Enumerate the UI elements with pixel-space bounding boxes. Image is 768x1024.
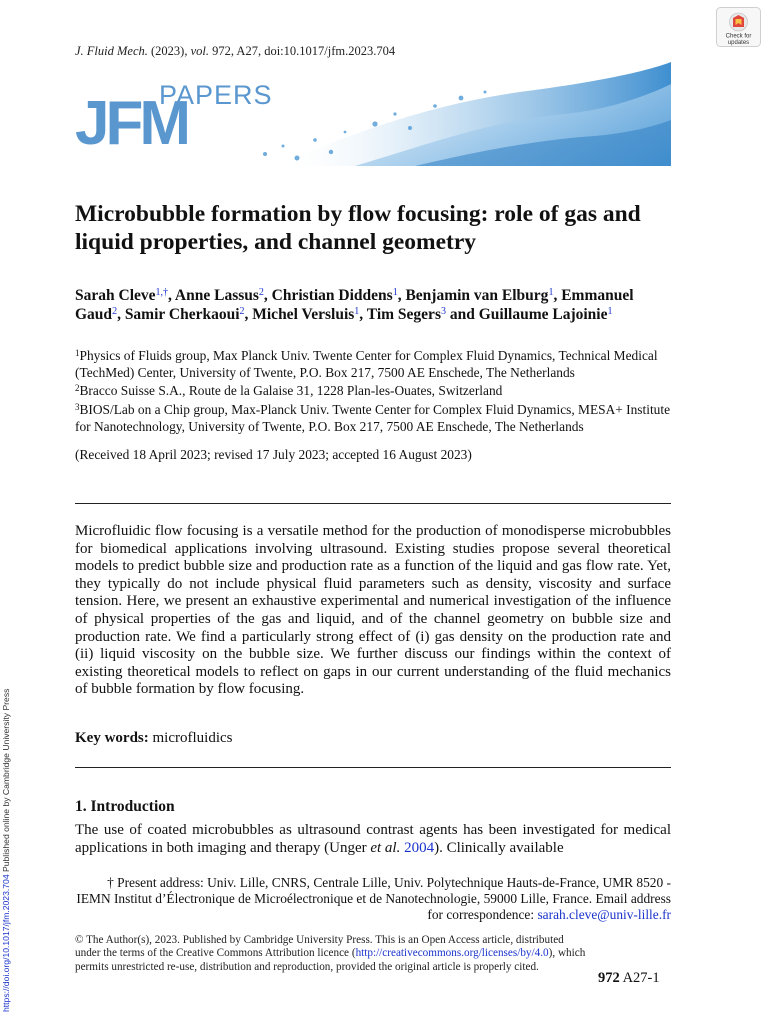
check-updates-line1: Check for xyxy=(725,33,752,40)
check-for-updates-button[interactable] xyxy=(716,7,761,47)
license-notice xyxy=(75,934,590,974)
margin-published-text: Published online by Cambridge University Press xyxy=(1,688,11,875)
author-name: Christian Diddens xyxy=(271,287,393,304)
citation-year: (2023), xyxy=(147,44,191,58)
doi-link[interactable]: https://doi.org/10.1017/jfm.2023.704 xyxy=(1,874,11,1012)
check-updates-icon xyxy=(716,7,761,47)
affiliation-1 xyxy=(75,348,675,381)
journal-banner xyxy=(75,62,671,166)
affiliation-text: BIOS/Lab on a Chip group, Max-Planck Univ. Twente Center for Complex Fluid Dynamics, MESA+ Institute for Nanotechnology, University of Twente, P.O. Box 217, 7500 AE Enschede, The Netherlands xyxy=(75,402,671,434)
author-affiliation-marker[interactable]: 1 xyxy=(354,306,360,317)
author-separator: , xyxy=(263,287,272,304)
article-title: Microbubble formation by flow focusing: role of gas and liquid properties, and channel geometry xyxy=(75,201,641,255)
divider xyxy=(75,503,671,504)
footnote-text: † Present address: Univ. Lille, CNRS, Centrale Lille, Univ. Polytechnique Hauts-de-France, UMR 8520 - IEMN Institut d’Électronique de Microélectronique et de Nanotechnologie, 59000 Lille, France. Email address for correspondence: xyxy=(76,875,671,922)
affiliation-text: Bracco Suisse S.A., Route de la Galaise 31, 1228 Plan-les-Ouates, Switzerland xyxy=(79,383,503,398)
author-affiliation-marker[interactable]: 1 xyxy=(548,287,554,298)
author-affiliation-marker[interactable]: 1 xyxy=(392,287,398,298)
jfm-logo-text: JFM xyxy=(75,89,187,158)
license-text: © The Author(s), 2023. Published by Cambridge University Press. This is an Open Access article, distributed under the terms of the Creative Commons Attribution licence ( xyxy=(75,934,564,960)
citation-link[interactable]: 2004 xyxy=(404,840,435,856)
author-name: Michel Versluis xyxy=(252,306,355,323)
citation-details: 972, A27, doi:10.1017/jfm.2023.704 xyxy=(209,44,396,58)
author-name: Tim Segers xyxy=(366,306,441,323)
author-list xyxy=(75,286,675,324)
affiliation-number: 3 xyxy=(75,402,80,412)
email-link[interactable]: sarah.cleve@univ-lille.fr xyxy=(537,907,671,922)
author-separator: , xyxy=(553,287,562,304)
author-affiliation-marker[interactable]: 2 xyxy=(239,306,245,317)
affiliation-text: Physics of Fluids group, Max Planck Univ. Twente Center for Complex Fluid Dynamics, Technical Medical (TechMed) Center, University of Twente, P.O. Box 217, 7500 AE Enschede, The Netherlands xyxy=(75,348,658,380)
intro-text-after: ). Clinically available xyxy=(434,840,564,856)
page-volume: 972 xyxy=(598,970,620,986)
author-affiliation-marker[interactable]: 3 xyxy=(440,306,446,317)
jfm-logo xyxy=(75,62,275,166)
author-name: Sarah Cleve xyxy=(75,287,156,304)
affiliation-number: 1 xyxy=(75,348,80,358)
author-name: Guillaume Lajoinie xyxy=(478,306,608,323)
author-separator: , xyxy=(397,287,406,304)
author-separator: , xyxy=(359,306,367,323)
author-separator: , xyxy=(117,306,125,323)
footnote xyxy=(75,875,671,923)
affiliation-number: 2 xyxy=(75,383,80,393)
license-url-link[interactable]: http://creativecommons.org/licenses/by/4.0 xyxy=(355,947,549,960)
keywords-value: microfluidics xyxy=(148,730,233,746)
author-affiliation-marker[interactable]: 2 xyxy=(112,306,118,317)
section-name: PAPERS xyxy=(159,80,273,110)
author-affiliation-marker[interactable]: 2 xyxy=(258,287,264,298)
section-heading: 1. Introduction xyxy=(75,798,175,815)
keywords-label: Key words: xyxy=(75,730,149,746)
license-text-after: ), which permits unrestricted re-use, distribution and reproduction, provided the original article is properly cited. xyxy=(75,947,586,973)
author-name: Emmanuel Gaud xyxy=(75,287,634,323)
author-name: Benjamin van Elburg xyxy=(405,287,549,304)
author-separator: and xyxy=(445,306,479,323)
page-article: A27-1 xyxy=(619,970,660,986)
author-name: Anne Lassus xyxy=(174,287,259,304)
author-affiliation-marker[interactable]: 1 xyxy=(607,306,613,317)
affiliation-2 xyxy=(75,383,675,400)
volume-label: vol. xyxy=(190,44,209,58)
author-affiliation-marker[interactable]: 1,† xyxy=(155,287,169,298)
received-dates: (Received 18 April 2023; revised 17 July 2023; accepted 16 August 2023) xyxy=(75,447,472,462)
journal-name: J. Fluid Mech. xyxy=(75,44,148,58)
keywords xyxy=(75,730,232,747)
et-al: et al. xyxy=(370,840,401,856)
citation-line xyxy=(75,44,395,59)
abstract: Microfluidic flow focusing is a versatile method for the production of monodisperse microbubbles for biomedical applications involving ultrasound. Existing studies propose several theoretical models to predict bubble size and production rate as a function of the liquid and gas flow rate. Yet, they typically do not include physical fluid parameters such as density, viscosity and surface tension. Here, we present an exhaustive experimental and numerical investigation of the influence of physical properties of the gas and liquid, and of the channel geometry on bubble size and production rate. We find a particularly strong effect of (i) gas density on the production rate and (ii) liquid viscosity on the bubble size. We further discuss our findings within the context of existing theoretical models to reflect on gaps in our current understanding of the fluid mechanics of bubble formation by flow focusing. xyxy=(75,523,671,698)
author-name: Samir Cherkaoui xyxy=(124,306,240,323)
margin-doi-note xyxy=(1,689,11,1012)
page-number xyxy=(598,970,660,987)
intro-text: The use of coated microbubbles as ultrasound contrast agents has been investigated for medical applications in both imaging and therapy (Unger xyxy=(75,822,671,856)
author-separator: , xyxy=(168,287,175,304)
author-separator: , xyxy=(244,306,253,323)
check-updates-line2: updates xyxy=(727,40,750,46)
intro-paragraph xyxy=(75,821,671,857)
affiliation-3 xyxy=(75,402,675,435)
divider xyxy=(75,767,671,768)
